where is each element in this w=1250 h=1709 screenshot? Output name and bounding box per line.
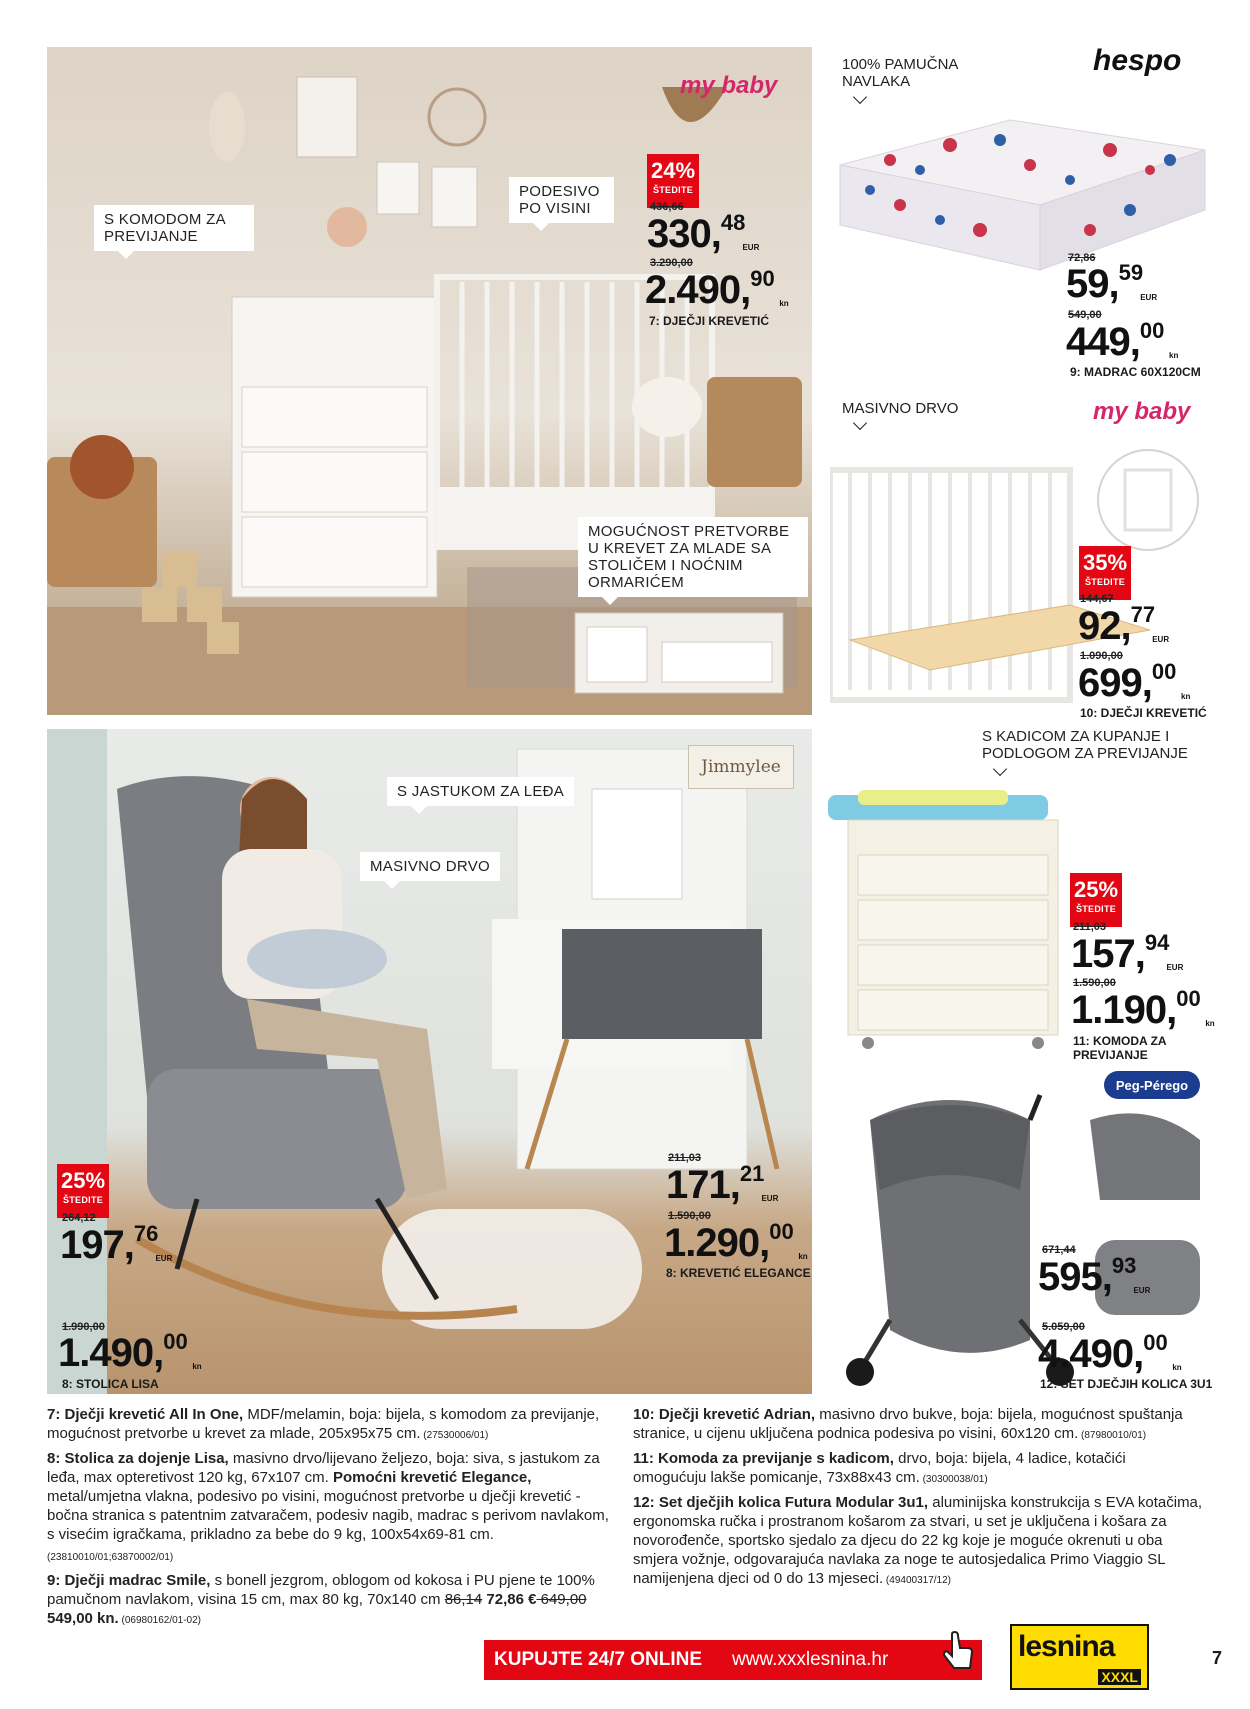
mybaby-logo-2	[1093, 398, 1190, 426]
price-currency: kn	[1169, 351, 1179, 360]
desc-9-newkn: 549,00 kn.	[47, 1610, 119, 1627]
old-price-eur-10: 144,67	[1080, 593, 1114, 605]
lesnina-logo-sub: XXXL	[1098, 1669, 1141, 1685]
price-currency: EUR	[1140, 293, 1158, 302]
nursing-photo	[47, 729, 812, 1394]
price-currency: kn	[779, 299, 789, 308]
jimmylee-logo	[688, 745, 794, 789]
desc-10-text: masivno drvo bukve, boja: bijela, mogućnost spuštanja stranice, u cijenu uključena podnica podesiva po visini, 60x120 cm.	[633, 1406, 1183, 1442]
price-decimals: 21	[739, 1161, 765, 1186]
badge-percent: 25%	[60, 1168, 106, 1193]
callout-jastuk: S JASTUKOM ZA LEĐA	[387, 777, 574, 806]
price-kn-8e	[664, 1219, 808, 1265]
desc-10	[633, 1405, 1203, 1445]
price-decimals: 48	[720, 210, 746, 235]
discount-badge-7	[647, 154, 699, 208]
price-main: 330,	[647, 212, 721, 256]
product-name-8l: 8: STOLICA LISA	[62, 1377, 159, 1391]
lesnina-logo	[1010, 1624, 1149, 1690]
desc-11-text: drvo, boja: bijela, 4 ladice, kotačići omogućuju lakše pomicanje, 73x88x43 cm.	[633, 1450, 1126, 1486]
product-name-10: 10: DJEČJI KREVETIĆ	[1080, 706, 1207, 720]
cursor-hand-svg	[940, 1630, 978, 1674]
price-decimals: 00	[163, 1329, 188, 1354]
old-price-eur-8l: 264,12	[62, 1212, 96, 1224]
lesnina-logo-text: lesnina	[1018, 1630, 1115, 1663]
price-currency: kn	[192, 1362, 202, 1371]
price-eur-8l	[60, 1221, 173, 1267]
product-name-9: 9: MADRAC 60X120CM	[1070, 365, 1201, 379]
changing-table-illustration	[828, 785, 1068, 1050]
price-decimals: 93	[1111, 1253, 1137, 1278]
product-name-7: 7: DJEČJI KREVETIĆ	[649, 314, 770, 328]
price-eur-11	[1071, 930, 1184, 976]
footer-url[interactable]: www.xxxlesnina.hr	[732, 1649, 889, 1670]
product-name-8e: 8: KREVETIĆ ELEGANCE	[666, 1266, 811, 1280]
price-currency: kn	[1181, 692, 1191, 701]
price-eur-7	[647, 210, 760, 256]
desc-11-code: (30300038/01)	[919, 1474, 988, 1485]
mattress-photo	[830, 110, 1210, 280]
desc-9	[47, 1571, 617, 1630]
price-decimals: 90	[750, 266, 775, 291]
price-decimals: 77	[1130, 602, 1156, 627]
nursery-photo	[47, 47, 812, 715]
page-number: 7	[1212, 1648, 1223, 1668]
price-eur-10	[1078, 602, 1170, 648]
footer-cta: KUPUJTE 24/7 ONLINE	[494, 1649, 702, 1670]
badge-percent: 25%	[1073, 877, 1119, 902]
callout-podesivo: PODESIVO PO VISINI	[509, 177, 614, 223]
badge-percent: 35%	[1082, 550, 1128, 575]
old-price-kn-8l: 1.990,00	[62, 1321, 105, 1333]
mybaby-logo-text: my baby	[1093, 398, 1191, 425]
price-main: 449,	[1066, 320, 1140, 364]
pegperego-logo-text: Peg-Pérego	[1115, 1077, 1189, 1093]
price-main: 4.490,	[1038, 1332, 1144, 1376]
jimmylee-logo-text: Jimmylee	[701, 757, 781, 777]
product-name-11: 11: KOMODA ZA PREVIJANJE	[1073, 1034, 1167, 1062]
price-kn-9	[1066, 318, 1179, 364]
badge-saving: ŠTEDITE	[1075, 904, 1117, 914]
hespo-logo	[1093, 44, 1181, 78]
label-kadica: S KADICOM ZA KUPANJE I PODLOGOM ZA PREVIJANJE	[982, 728, 1188, 762]
price-decimals: 00	[769, 1219, 794, 1244]
price-decimals: 00	[1139, 318, 1165, 343]
nursery-illustration	[47, 47, 812, 715]
desc-7-title: 7: Dječji krevetić All In One,	[47, 1406, 244, 1423]
desc-10-code: (87980010/01)	[1078, 1430, 1147, 1441]
price-kn-12	[1038, 1330, 1182, 1376]
desc-12-text: aluminijska konstrukcija s EVA kotačima, ergonomska ručka i prostranom košarom za stvari, u set je uključena i košara za novorođenče, sportsko sjedalo za djecu do 22 kg koje je moguće okrenuti u oba smjera vožnje, odgovarajuća navlaka za noge te autosjedalica Primo Viaggio SL namijenjena djeci od 0 do 13 mjeseci.	[633, 1494, 1203, 1587]
old-price-kn-8e: 1.590,00	[668, 1210, 711, 1222]
desc-8-title: 8: Stolica za dojenje Lisa,	[47, 1450, 229, 1467]
old-price-eur-9: 72,86	[1068, 252, 1096, 264]
mattress-illustration	[830, 110, 1210, 280]
desc-9-new: 72,86 €	[482, 1591, 537, 1608]
desc-11	[633, 1449, 1203, 1489]
price-decimals: 00	[1143, 1330, 1168, 1355]
price-eur-8e	[666, 1161, 779, 1207]
desc-11-title: 11: Komoda za previjanje s kadicom,	[633, 1450, 894, 1467]
price-main: 157,	[1071, 932, 1145, 976]
price-currency: EUR	[761, 1194, 779, 1203]
price-decimals: 00	[1151, 659, 1177, 684]
old-price-eur-8e: 211,03	[668, 1152, 702, 1164]
discount-badge-8l	[57, 1164, 109, 1218]
price-decimals: 94	[1144, 930, 1170, 955]
price-main: 1.290,	[664, 1221, 770, 1265]
description-left	[47, 1405, 617, 1630]
price-currency: EUR	[1133, 1286, 1151, 1295]
desc-12	[633, 1493, 1203, 1590]
chevron-down-icon	[853, 416, 867, 430]
chevron-down-icon	[853, 90, 867, 104]
desc-7-code: (27530006/01)	[420, 1430, 489, 1441]
callout-pretvorba: MOGUĆNOST PRETVORBE U KREVET ZA MLADE SA STOLIČEM I NOĆNIM ORMARIĆEM	[578, 517, 808, 597]
desc-12-code: (49400317/12)	[883, 1575, 951, 1586]
price-main: 197,	[60, 1223, 134, 1267]
discount-badge-11	[1070, 873, 1122, 927]
price-main: 171,	[666, 1163, 740, 1207]
mybaby-logo	[680, 72, 777, 100]
desc-8-title2: Pomoćni krevetić Elegance,	[328, 1469, 532, 1486]
price-main: 59,	[1066, 262, 1119, 306]
price-decimals: 59	[1118, 260, 1144, 285]
label-masivno-drvo: MASIVNO DRVO	[842, 400, 959, 417]
price-main: 595,	[1038, 1255, 1112, 1299]
description-right	[633, 1405, 1203, 1590]
old-price-kn-10: 1.090,00	[1080, 650, 1123, 662]
desc-8	[47, 1449, 617, 1567]
price-currency: EUR	[155, 1254, 173, 1263]
callout-komoda: S KOMODOM ZA PREVIJANJE	[94, 205, 254, 251]
chevron-down-icon	[993, 762, 1007, 776]
price-currency: kn	[1205, 1019, 1215, 1028]
price-currency: kn	[798, 1252, 808, 1261]
desc-9-text: s bonell jezgrom, oblogom od kokosa i PU pjene te 100% pamučnom navlakom, visina 15 cm, max 80 kg, 70x140 cm	[47, 1572, 595, 1608]
label-pamucna: 100% PAMUČNA NAVLAKA	[842, 56, 958, 90]
price-currency: EUR	[1166, 963, 1184, 972]
old-price-kn-9: 549,00	[1068, 309, 1102, 321]
desc-7	[47, 1405, 617, 1445]
old-price-kn-7: 3.290,00	[650, 257, 693, 269]
desc-8-text: masivno drvo/lijevano željezo, boja: siva, s jastukom za leđa, max opteretivost 120 kg, 67x107 cm.	[47, 1450, 600, 1486]
old-price-kn-11: 1.590,00	[1073, 977, 1116, 989]
price-eur-9	[1066, 260, 1158, 306]
old-price-eur-12: 671,44	[1042, 1244, 1076, 1256]
footer-cta-bar[interactable]	[484, 1640, 982, 1680]
price-main: 92,	[1078, 604, 1131, 648]
desc-9-oldkn: 649,00	[536, 1591, 587, 1608]
product-name-12: 12: SET DJEČJIH KOLICA 3U1	[1040, 1377, 1213, 1391]
desc-7-text: MDF/melamin, boja: bijela, s komodom za previjanje, mogućnost pretvorbe u krevet za mlade, 205x95x75 cm.	[47, 1406, 600, 1442]
price-decimals: 00	[1176, 986, 1201, 1011]
price-kn-7	[645, 266, 789, 312]
price-kn-10	[1078, 659, 1191, 705]
price-decimals: 76	[133, 1221, 159, 1246]
desc-8-text2: metal/umjetna vlakna, podesivo po visini, mogućnost pretvorbe u dječji krevetić - bočna stranica s patentnim zatvaračem, podesiv nagib, madrac s perivom navlakom, s visećim igračkama, prikladno za bebe do 9 kg, 100x54x69-81 cm.	[47, 1488, 609, 1543]
desc-12-title: 12: Set dječjih kolica Futura Modular 3u1,	[633, 1494, 929, 1511]
badge-saving: ŠTEDITE	[652, 185, 694, 195]
desc-9-old: 86,14	[444, 1591, 483, 1608]
badge-percent: 24%	[650, 158, 696, 183]
price-currency: EUR	[1152, 635, 1170, 644]
mybaby-logo-text: my baby	[680, 72, 778, 99]
price-main: 2.490,	[645, 268, 751, 312]
price-eur-12	[1038, 1253, 1151, 1299]
old-price-eur-11: 211,03	[1073, 921, 1107, 933]
price-main: 1.490,	[58, 1331, 164, 1375]
nursing-illustration	[47, 729, 812, 1394]
changing-table-photo	[828, 785, 1068, 1050]
desc-9-title: 9: Dječji madrac Smile,	[47, 1572, 211, 1589]
price-currency: kn	[1172, 1363, 1182, 1372]
desc-10-title: 10: Dječji krevetić Adrian,	[633, 1406, 816, 1423]
price-currency: EUR	[742, 243, 760, 252]
price-main: 1.190,	[1071, 988, 1177, 1032]
discount-badge-10	[1079, 546, 1131, 600]
desc-8-code: (23810010/01;63870002/01)	[47, 1552, 174, 1563]
hespo-logo-text: hespo	[1093, 44, 1182, 77]
callout-masivno-drvo-photo: MASIVNO DRVO	[360, 852, 500, 881]
badge-saving: ŠTEDITE	[62, 1195, 104, 1205]
old-price-eur-7: 436,66	[650, 201, 684, 213]
cursor-hand-icon	[940, 1630, 978, 1683]
price-kn-8l	[58, 1329, 202, 1375]
price-kn-11	[1071, 986, 1215, 1032]
price-main: 699,	[1078, 661, 1152, 705]
desc-9-code: (06980162/01-02)	[118, 1615, 202, 1626]
old-price-kn-12: 5.059,00	[1042, 1321, 1085, 1333]
badge-saving: ŠTEDITE	[1084, 577, 1126, 587]
